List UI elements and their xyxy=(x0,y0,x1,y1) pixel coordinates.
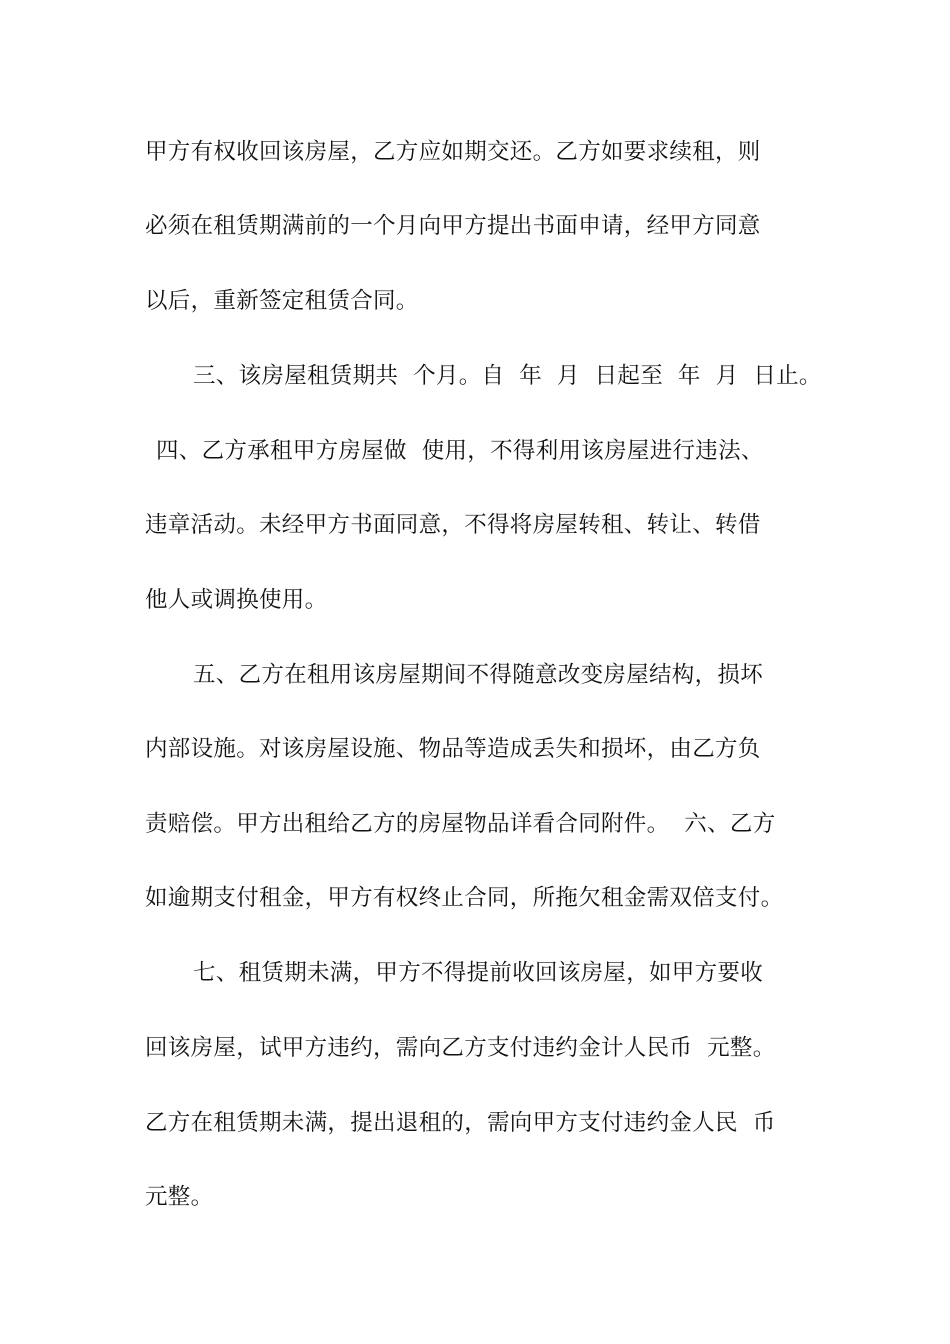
clause-4-line: 四、乙方承租甲方房屋做 使用，不得利用该房屋进行违法、 xyxy=(156,438,764,464)
paragraph-line: 回该房屋，试甲方违约，需向乙方支付违约金计人民币 元整。 xyxy=(145,1035,776,1061)
paragraph-line: 如逾期支付租金，甲方有权终止合同，所拖欠租金需双倍支付。 xyxy=(145,885,784,911)
paragraph-line: 违章活动。未经甲方书面同意，不得将房屋转租、转让、转借 xyxy=(145,512,761,538)
paragraph-line: 责赔偿。甲方出租给乙方的房屋物品详看合同附件。 六、乙方 xyxy=(145,811,776,837)
paragraph-line: 他人或调换使用。 xyxy=(145,587,328,613)
clause-3-line: 三、该房屋租赁期共 个月。自 年 月 日起至 年 月 日止。 xyxy=(193,363,822,389)
paragraph-line: 乙方在租赁期未满，提出退租的，需向甲方支付违约金人民 币 xyxy=(145,1110,776,1136)
paragraph-line: 必须在租赁期满前的一个月向甲方提出书面申请，经甲方同意 xyxy=(145,213,761,239)
paragraph-line: 甲方有权收回该房屋，乙方应如期交还。乙方如要求续租，则 xyxy=(145,139,761,165)
clause-7-line: 七、租赁期未满，甲方不得提前收回该房屋，如甲方要收 xyxy=(193,960,764,986)
paragraph-line: 以后，重新签定租赁合同。 xyxy=(145,288,419,314)
paragraph-line: 内部设施。对该房屋设施、物品等造成丢失和损坏，由乙方负 xyxy=(145,736,761,762)
clause-5-line: 五、乙方在租用该房屋期间不得随意改变房屋结构，损坏 xyxy=(193,662,764,688)
paragraph-line: 元整。 xyxy=(145,1184,214,1210)
